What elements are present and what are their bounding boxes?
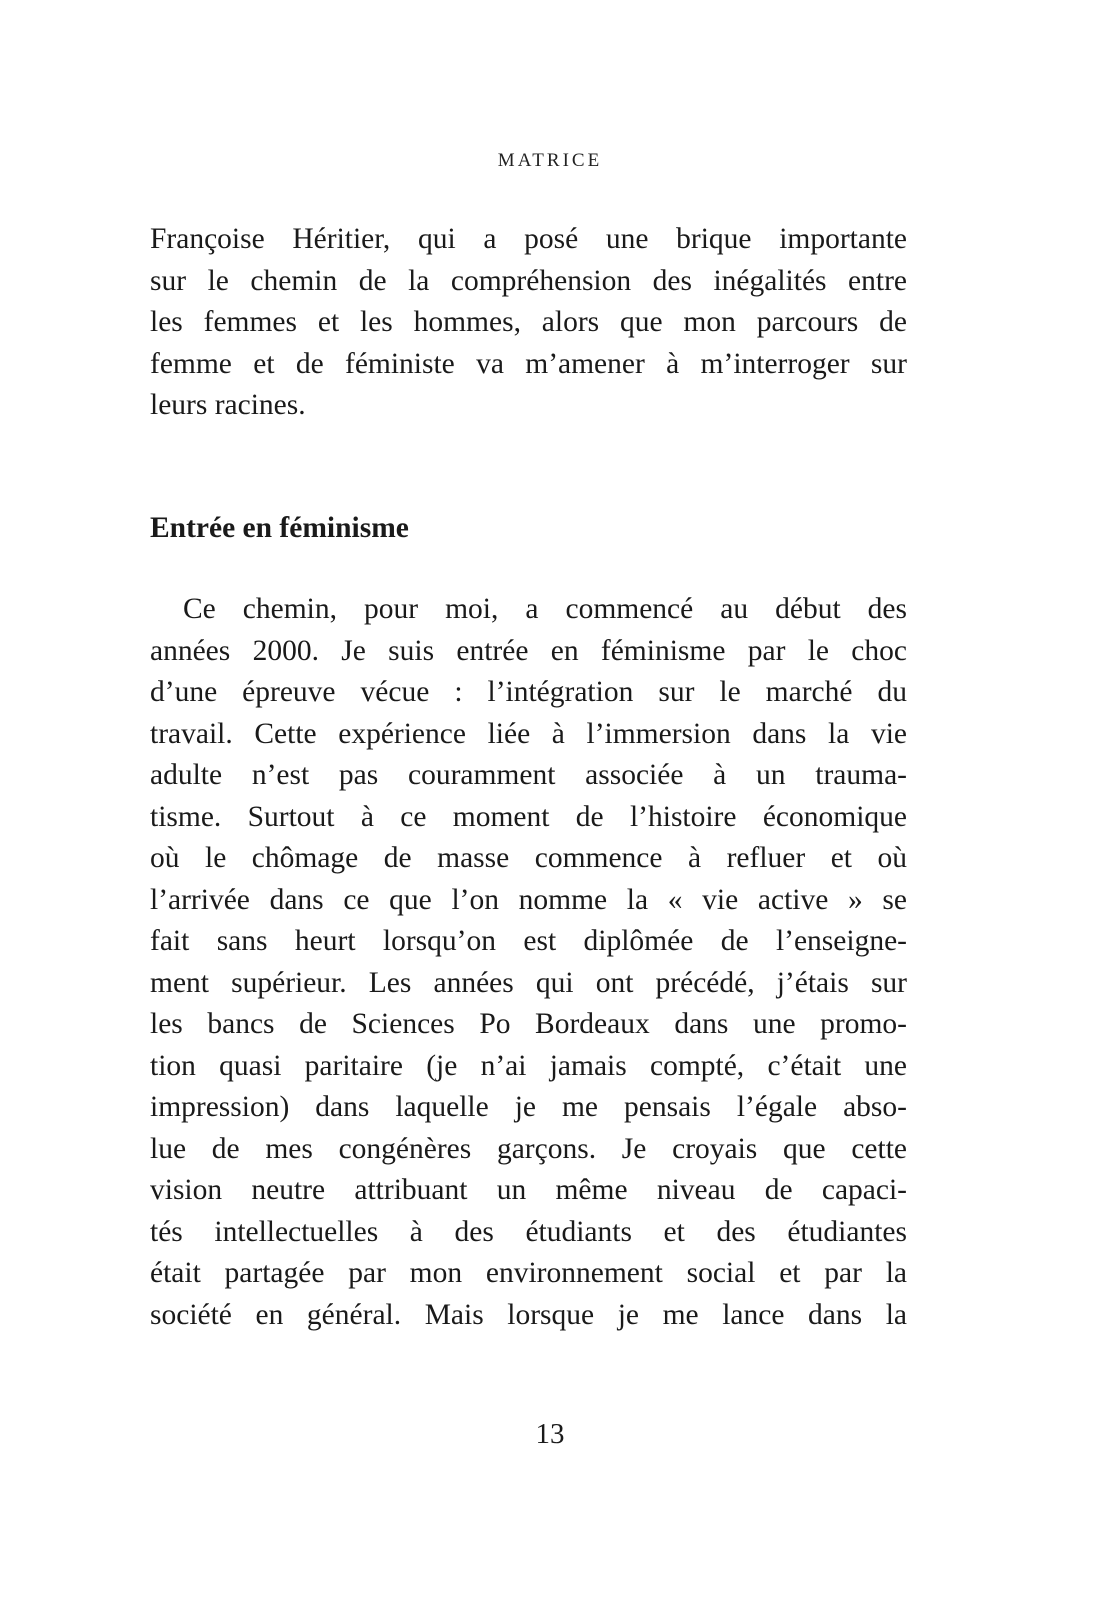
- text-line: tisme. Surtout à ce moment de l’histoire économique: [150, 800, 907, 833]
- body-paragraph: [150, 589, 907, 1336]
- text-line: leurs racines.: [150, 389, 306, 421]
- text-line: tés intellectuelles à des étudiants et des étudiantes: [150, 1215, 907, 1248]
- text-line: où le chômage de masse commence à refluer et où: [150, 842, 907, 874]
- page-number: 13: [535, 1418, 565, 1450]
- text-line: ment supérieur. Les années qui ont précédé, j’étais sur: [150, 966, 907, 999]
- text-line: Ce chemin, pour moi, a commencé au début des: [183, 593, 907, 625]
- text-line: tion quasi paritaire (je n’ai jamais compté, c’était une: [150, 1049, 907, 1082]
- text-line: lue de mes congénères garçons. Je croyais que cette: [150, 1132, 907, 1165]
- text-line: vision neutre attribuant un même niveau de capaci-: [150, 1174, 907, 1206]
- text-line: femme et de féministe va m’amener à m’interroger sur: [150, 347, 907, 380]
- text-line: les femmes et les hommes, alors que mon parcours de: [150, 306, 907, 338]
- text-line: société en général. Mais lorsque je me lance dans la: [150, 1298, 907, 1331]
- text-line: sur le chemin de la compréhension des inégalités entre: [150, 264, 907, 297]
- text-line: travail. Cette expérience liée à l’immersion dans la vie: [150, 717, 907, 750]
- running-head: MATRICE: [497, 150, 603, 171]
- text-line: impression) dans laquelle je me pensais l’égale abso-: [150, 1091, 907, 1123]
- text-line: d’une épreuve vécue : l’intégration sur le marché du: [150, 676, 907, 708]
- paragraph-continued: [150, 219, 907, 427]
- text-line: était partagée par mon environnement social et par la: [150, 1257, 907, 1289]
- text-line: les bancs de Sciences Po Bordeaux dans une promo-: [150, 1008, 907, 1040]
- text-line: Françoise Héritier, qui a posé une brique importante: [150, 223, 907, 255]
- text-line: années 2000. Je suis entrée en féminisme par le choc: [150, 634, 907, 667]
- text-line: adulte n’est pas couramment associée à un trauma-: [150, 759, 907, 791]
- text-line: l’arrivée dans ce que l’on nomme la « vie active » se: [150, 883, 907, 916]
- section-heading: Entrée en féminisme: [150, 512, 409, 544]
- text-line: fait sans heurt lorsqu’on est diplômée de l’enseigne-: [150, 925, 907, 957]
